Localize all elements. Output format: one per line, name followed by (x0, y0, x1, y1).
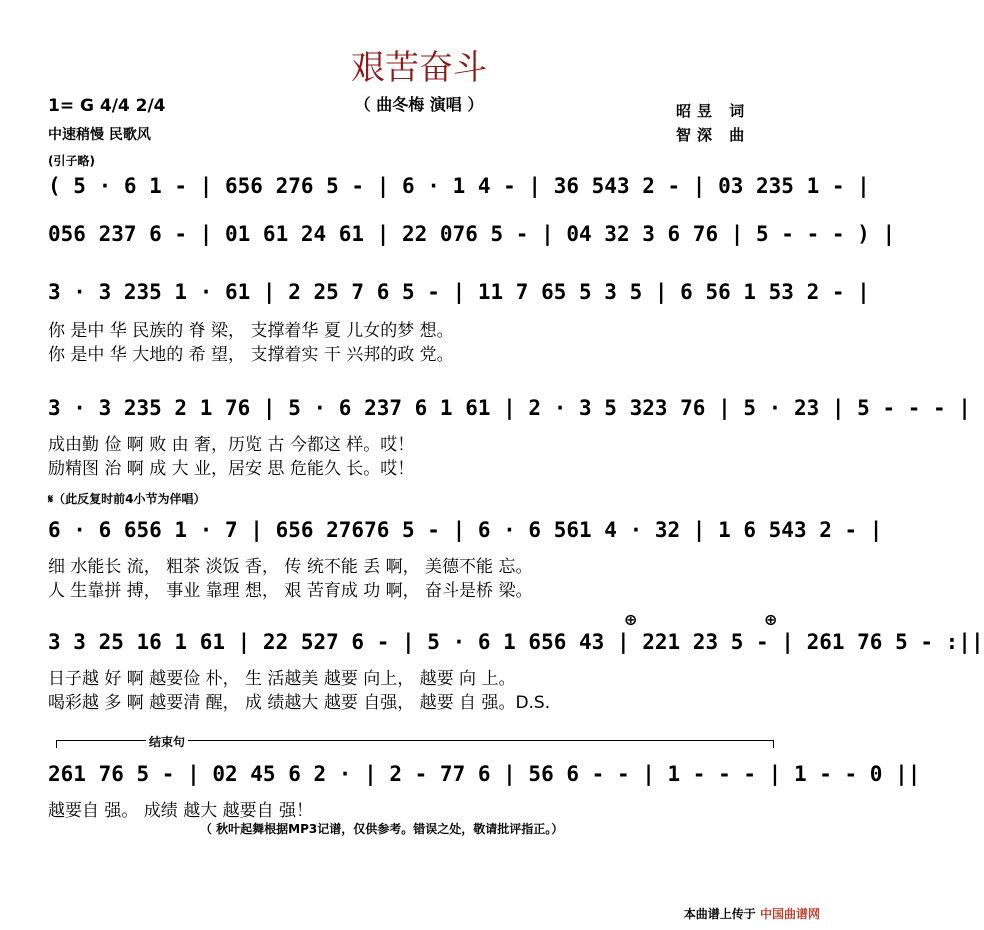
lyrics-line-5-verse-1: 细 水能长 流， 粗茶 淡饭 香， 传 统不能 丢 啊， 美德不能 忘。 (48, 557, 533, 577)
key-signature: 1= G 4/4 2/4 (48, 96, 166, 116)
lyrics-line-7-verse-1: 越要自 强。 成绩 越大 越要自 强！ (48, 801, 314, 821)
notation-line-4: 3 · 3 235 2 1 76 | 5 · 6 237 6 1 61 | 2 · 3 5 323 76 | 5 · 23 | 5 - - - | (48, 396, 971, 420)
lyrics-line-5-verse-2: 人 生靠拼 搏， 事业 靠理 想， 艰 苦育成 功 啊， 奋斗是桥 梁。 (48, 581, 533, 601)
notation-line-5: 6 · 6 656 1 · 7 | 656 27676 5 - | 6 · 6 561 4 · 32 | 1 6 543 2 - | (48, 518, 883, 542)
tempo-marking: 中速稍慢 民歌风 (48, 127, 151, 143)
notation-line-1: ( 5 · 6 1 - | 656 276 5 - | 6 · 1 4 - | 36 543 2 - | 03 235 1 - | (48, 174, 870, 198)
notation-line-7: 261 76 5 - | 02 45 6 2 · | 2 - 77 6 | 56 6 - - | 1 - - - | 1 - - 0 || (48, 762, 921, 786)
lyrics-line-4-verse-1: 成由勤 俭 啊 败 由 奢，历览 古 今都这 样。哎！ (48, 435, 415, 455)
ending-label: 结束句 (146, 733, 188, 750)
composer-credit: 智深 曲 (676, 126, 751, 144)
song-title: 艰苦奋斗 (351, 48, 487, 88)
lyrics-line-3-verse-2: 你 是中 华 大地的 希 望， 支撑着实 干 兴邦的政 党。 (48, 345, 454, 365)
footer (684, 905, 820, 922)
intro-note: (引子略) (48, 154, 95, 168)
ending-bracket-right (773, 740, 774, 748)
notation-line-2: 056 237 6 - | 01 61 24 61 | 22 076 5 - | 04 32 3 6 76 | 5 - - - ) | (48, 222, 896, 246)
notation-line-6: 3 3 25 16 1 61 | 22 527 6 - | 5 · 6 1 656 43 | 221 23 5 - | 261 76 5 - :|| (48, 630, 984, 654)
coda-symbol-2: ⊕ (764, 610, 778, 629)
lyricist-credit: 昭昱 词 (676, 102, 751, 120)
segno-note: 𝄋（此反复时前4小节为伴唱） (48, 492, 206, 506)
ending-bracket-left (56, 740, 57, 748)
site-logo: 中国曲谱网 (759, 907, 820, 921)
lyrics-line-4-verse-2: 励精图 治 啊 成 大 业，居安 思 危能久 长。哎！ (48, 459, 415, 479)
transcription-remark: （ 秋叶起舞根据MP3记谱，仅供参考。错误之处，敬请批评指正。） (200, 822, 564, 836)
lyrics-line-6-verse-2: 喝彩越 多 啊 越要清 醒， 成 绩越大 越要 自强， 越要 自 强。D.S. (48, 693, 551, 713)
notation-line-3: 3 · 3 235 1 · 61 | 2 25 7 6 5 - | 11 7 65 5 3 5 | 6 56 1 53 2 - | (48, 280, 870, 304)
lyrics-line-6-verse-1: 日子越 好 啊 越要俭 朴， 生 活越美 越要 向上， 越要 向 上。 (48, 669, 516, 689)
lyrics-line-3-verse-1: 你 是中 华 民族的 脊 梁， 支撑着华 夏 儿女的梦 想。 (48, 321, 454, 341)
coda-symbol-1: ⊕ (624, 610, 638, 629)
performer: （ 曲冬梅 演唱 ） (354, 95, 484, 114)
footer-text: 本曲谱上传于 (683, 907, 756, 921)
